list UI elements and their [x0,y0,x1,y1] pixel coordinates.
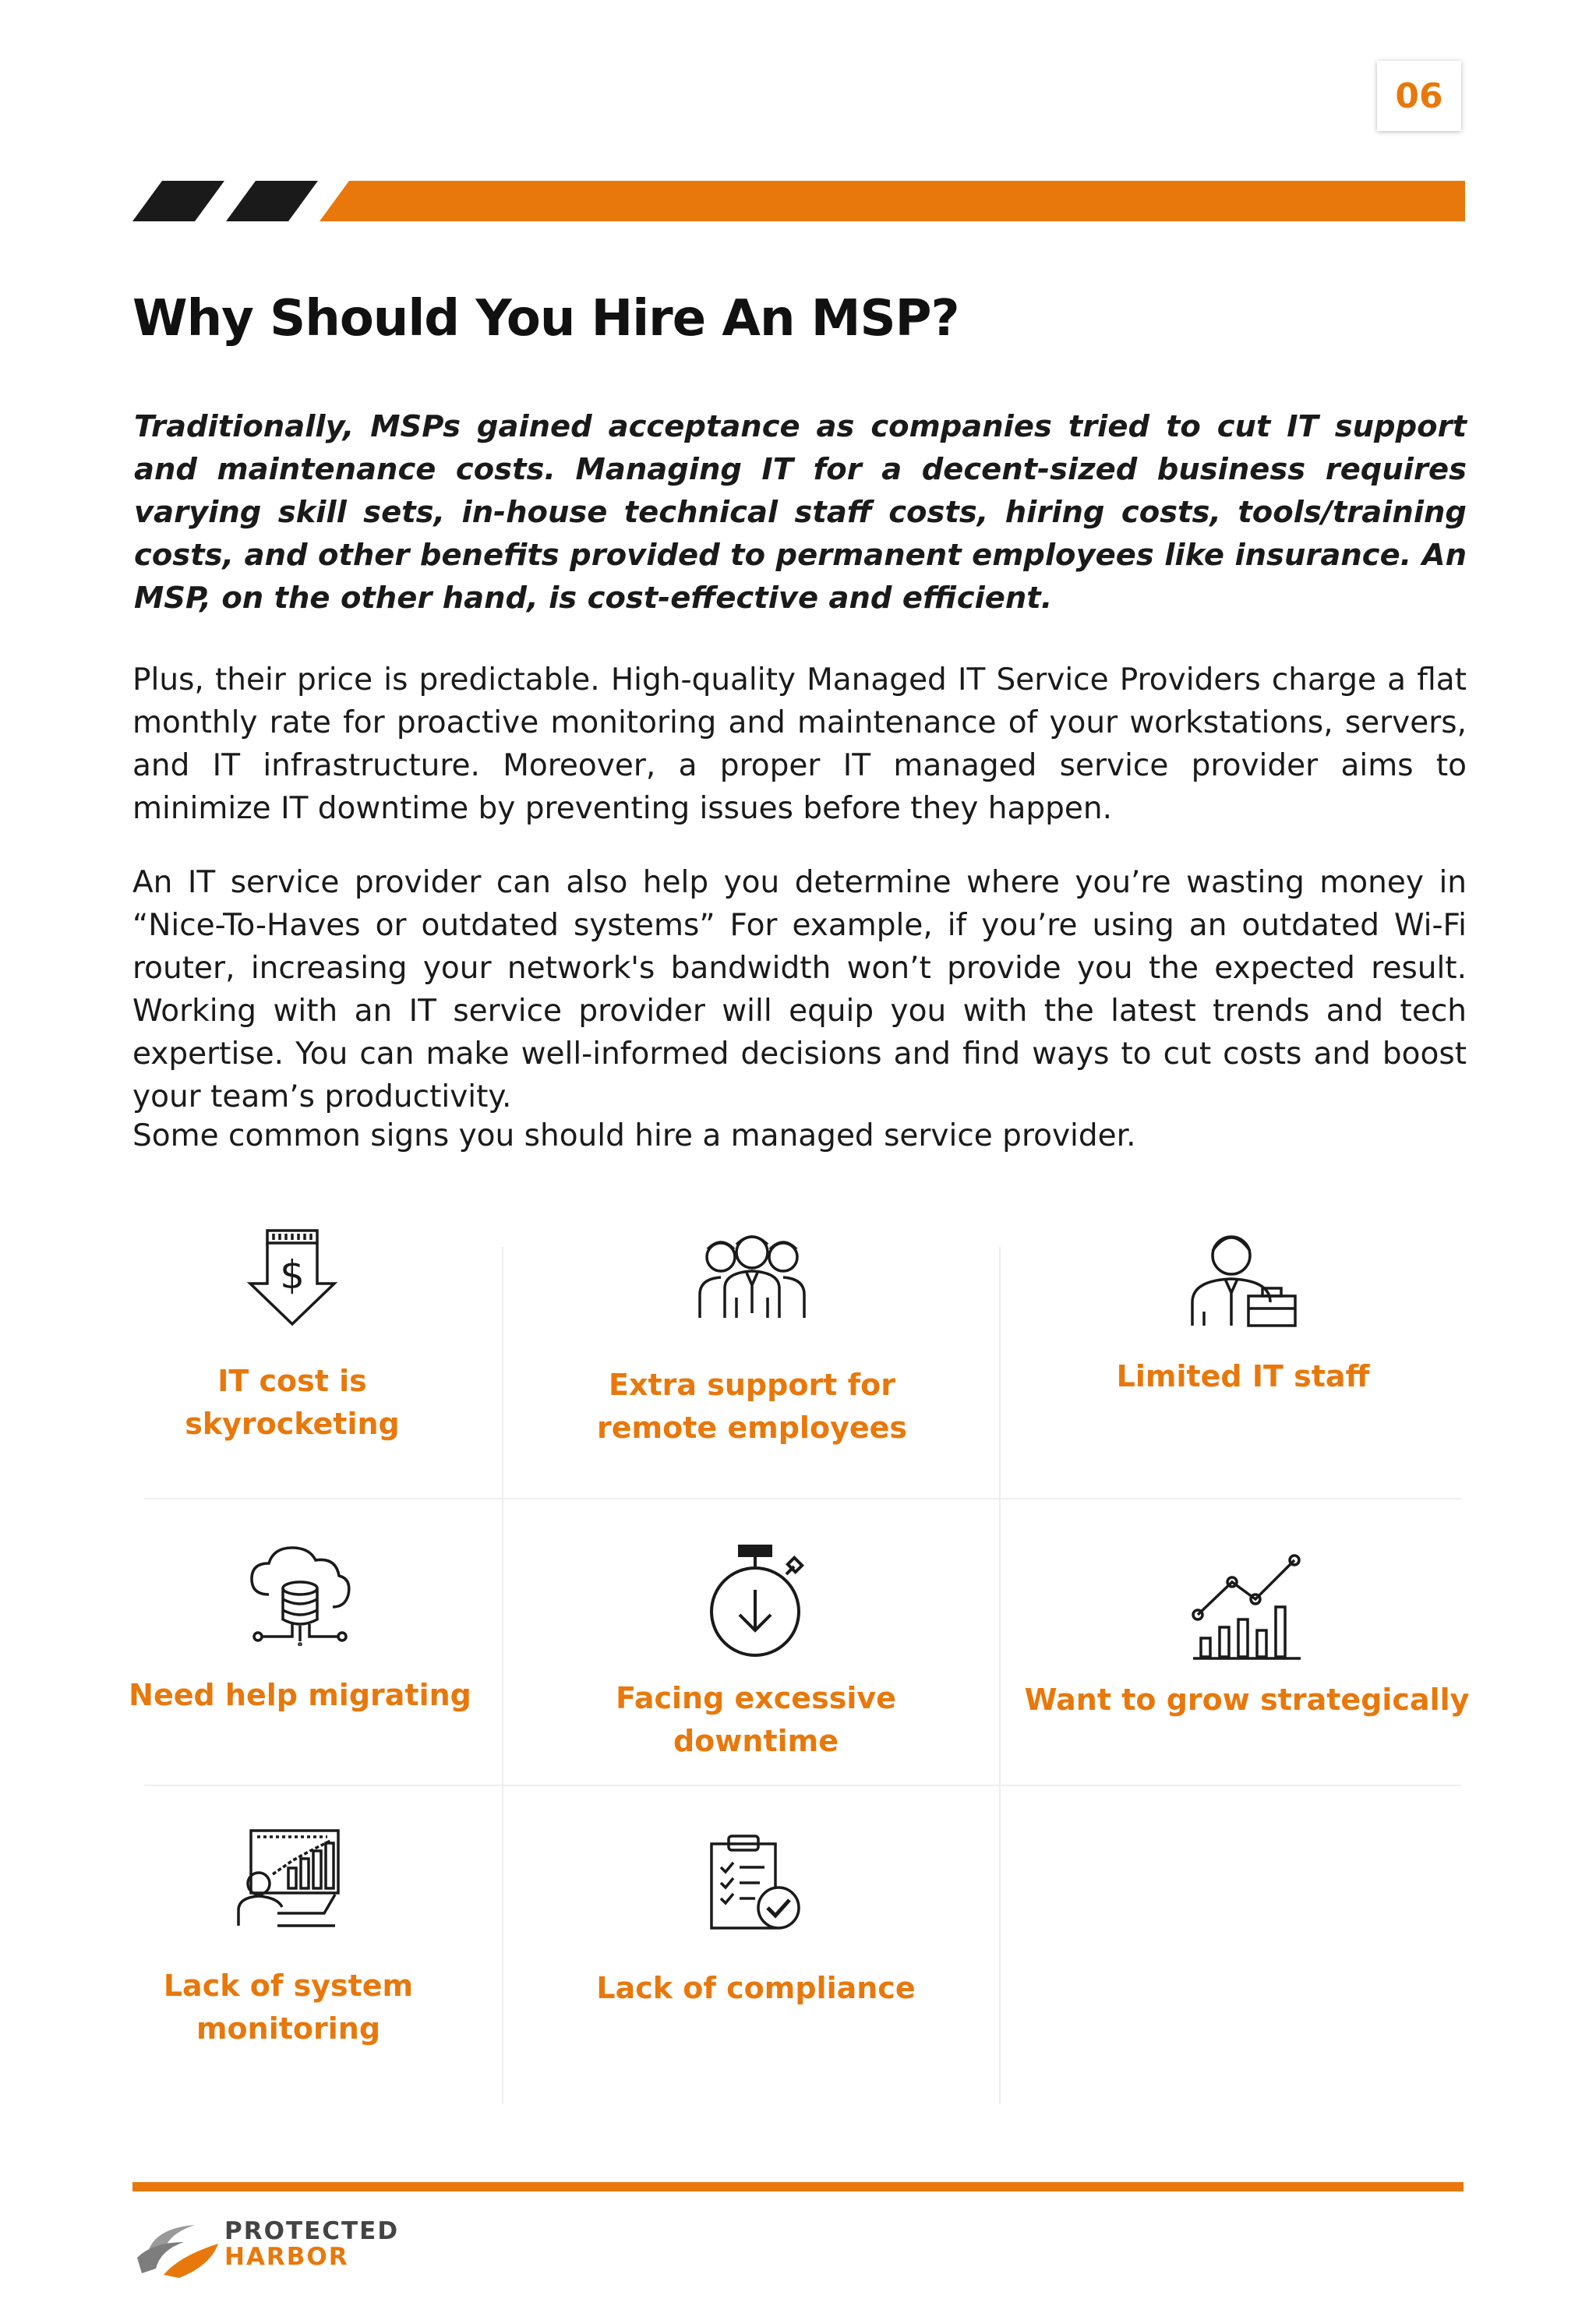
header-band [132,181,1465,221]
black-stripe-2 [226,181,318,221]
sign-remote-support [546,1227,959,1450]
sign-label: Extra support for remote employees [596,1368,908,1445]
body-paragraph-2: An IT service provider can also help you determine where you’re wasting money in “Nice-To-Haves or outdated systems” For example, if you’re using an outdated Wi-Fi router, increasing your network's bandwidth won’t provide you the expected result. Working with an IT service provider will equip you with the latest trends and tech expertise. You can make well-informed decisions and find ways to cut costs and boost your team’s productivity. [132,865,1467,1114]
grid-divider-v1 [502,1247,503,2104]
stopwatch-down-icon [705,1543,807,1660]
sign-downtime [538,1543,974,1763]
grid-divider-v2 [999,1247,1001,2104]
dollar-down-arrow-icon [245,1227,339,1329]
black-stripe-1 [132,181,224,221]
sign-migrating [129,1545,471,1717]
monitoring-analyst-icon [234,1827,343,1929]
body-paragraph-1: Plus, their price is predictable. High-quality Managed IT Service Providers charge a flat monthly rate for proactive monitoring and maintenance of your workstations, servers, and IT infrastructure. Moreover, a proper IT managed service provider aims to minimize IT downtime by preventing issues before they happen. [132,662,1467,826]
sign-label: Limited IT staff [1116,1359,1370,1393]
svg-text:$: $ [280,1252,305,1298]
sign-label: Want to grow strategically [1024,1683,1470,1717]
sign-label: Lack of compliance [596,1971,916,2005]
sign-label: Facing excessive downtime [616,1681,896,1758]
compliance-clipboard-icon [705,1831,807,1933]
sign-monitoring [129,1827,448,2050]
page-number: 06 [1377,61,1461,131]
footer-rule [132,2182,1464,2191]
orange-stripe [320,181,1465,221]
logo-wordmark [224,2219,399,2270]
page-title: Why Should You Hire An MSP? [132,290,959,348]
logo-line-1: PROTECTED [224,2217,400,2245]
logo-line-2: HARBOR [224,2243,349,2271]
grid-divider-h2 [144,1785,1461,1786]
body-paragraph-3: Some common signs you should hire a managed service provider. [132,1118,1136,1153]
logo-mark-icon [132,2217,223,2280]
sign-label: Lack of system monitoring [163,1969,414,2046]
worker-briefcase-icon [1185,1227,1301,1329]
team-icon [694,1227,810,1321]
sign-compliance [546,1831,966,2010]
sign-limited-staff [1036,1227,1449,1398]
sign-label: IT cost is skyrocketing [185,1364,400,1441]
grid-divider-h1 [144,1498,1461,1499]
sign-grow [1013,1545,1481,1722]
cloud-database-icon [245,1545,355,1646]
growth-chart-icon [1188,1545,1305,1662]
sign-it-cost [125,1227,460,1446]
protected-harbor-logo [132,2217,400,2280]
lead-paragraph: Traditionally, MSPs gained acceptance as companies tried to cut IT support and maintenance costs. Managing IT for a decent-sized business requires varying skill sets, in-house technical staff costs, hiring costs, tools/training costs, and other benefits provided to permanent employees like insurance. An MSP, on the other hand, is cost-effective and efficient. [134,409,1467,616]
sign-label: Need help migrating [129,1678,471,1712]
